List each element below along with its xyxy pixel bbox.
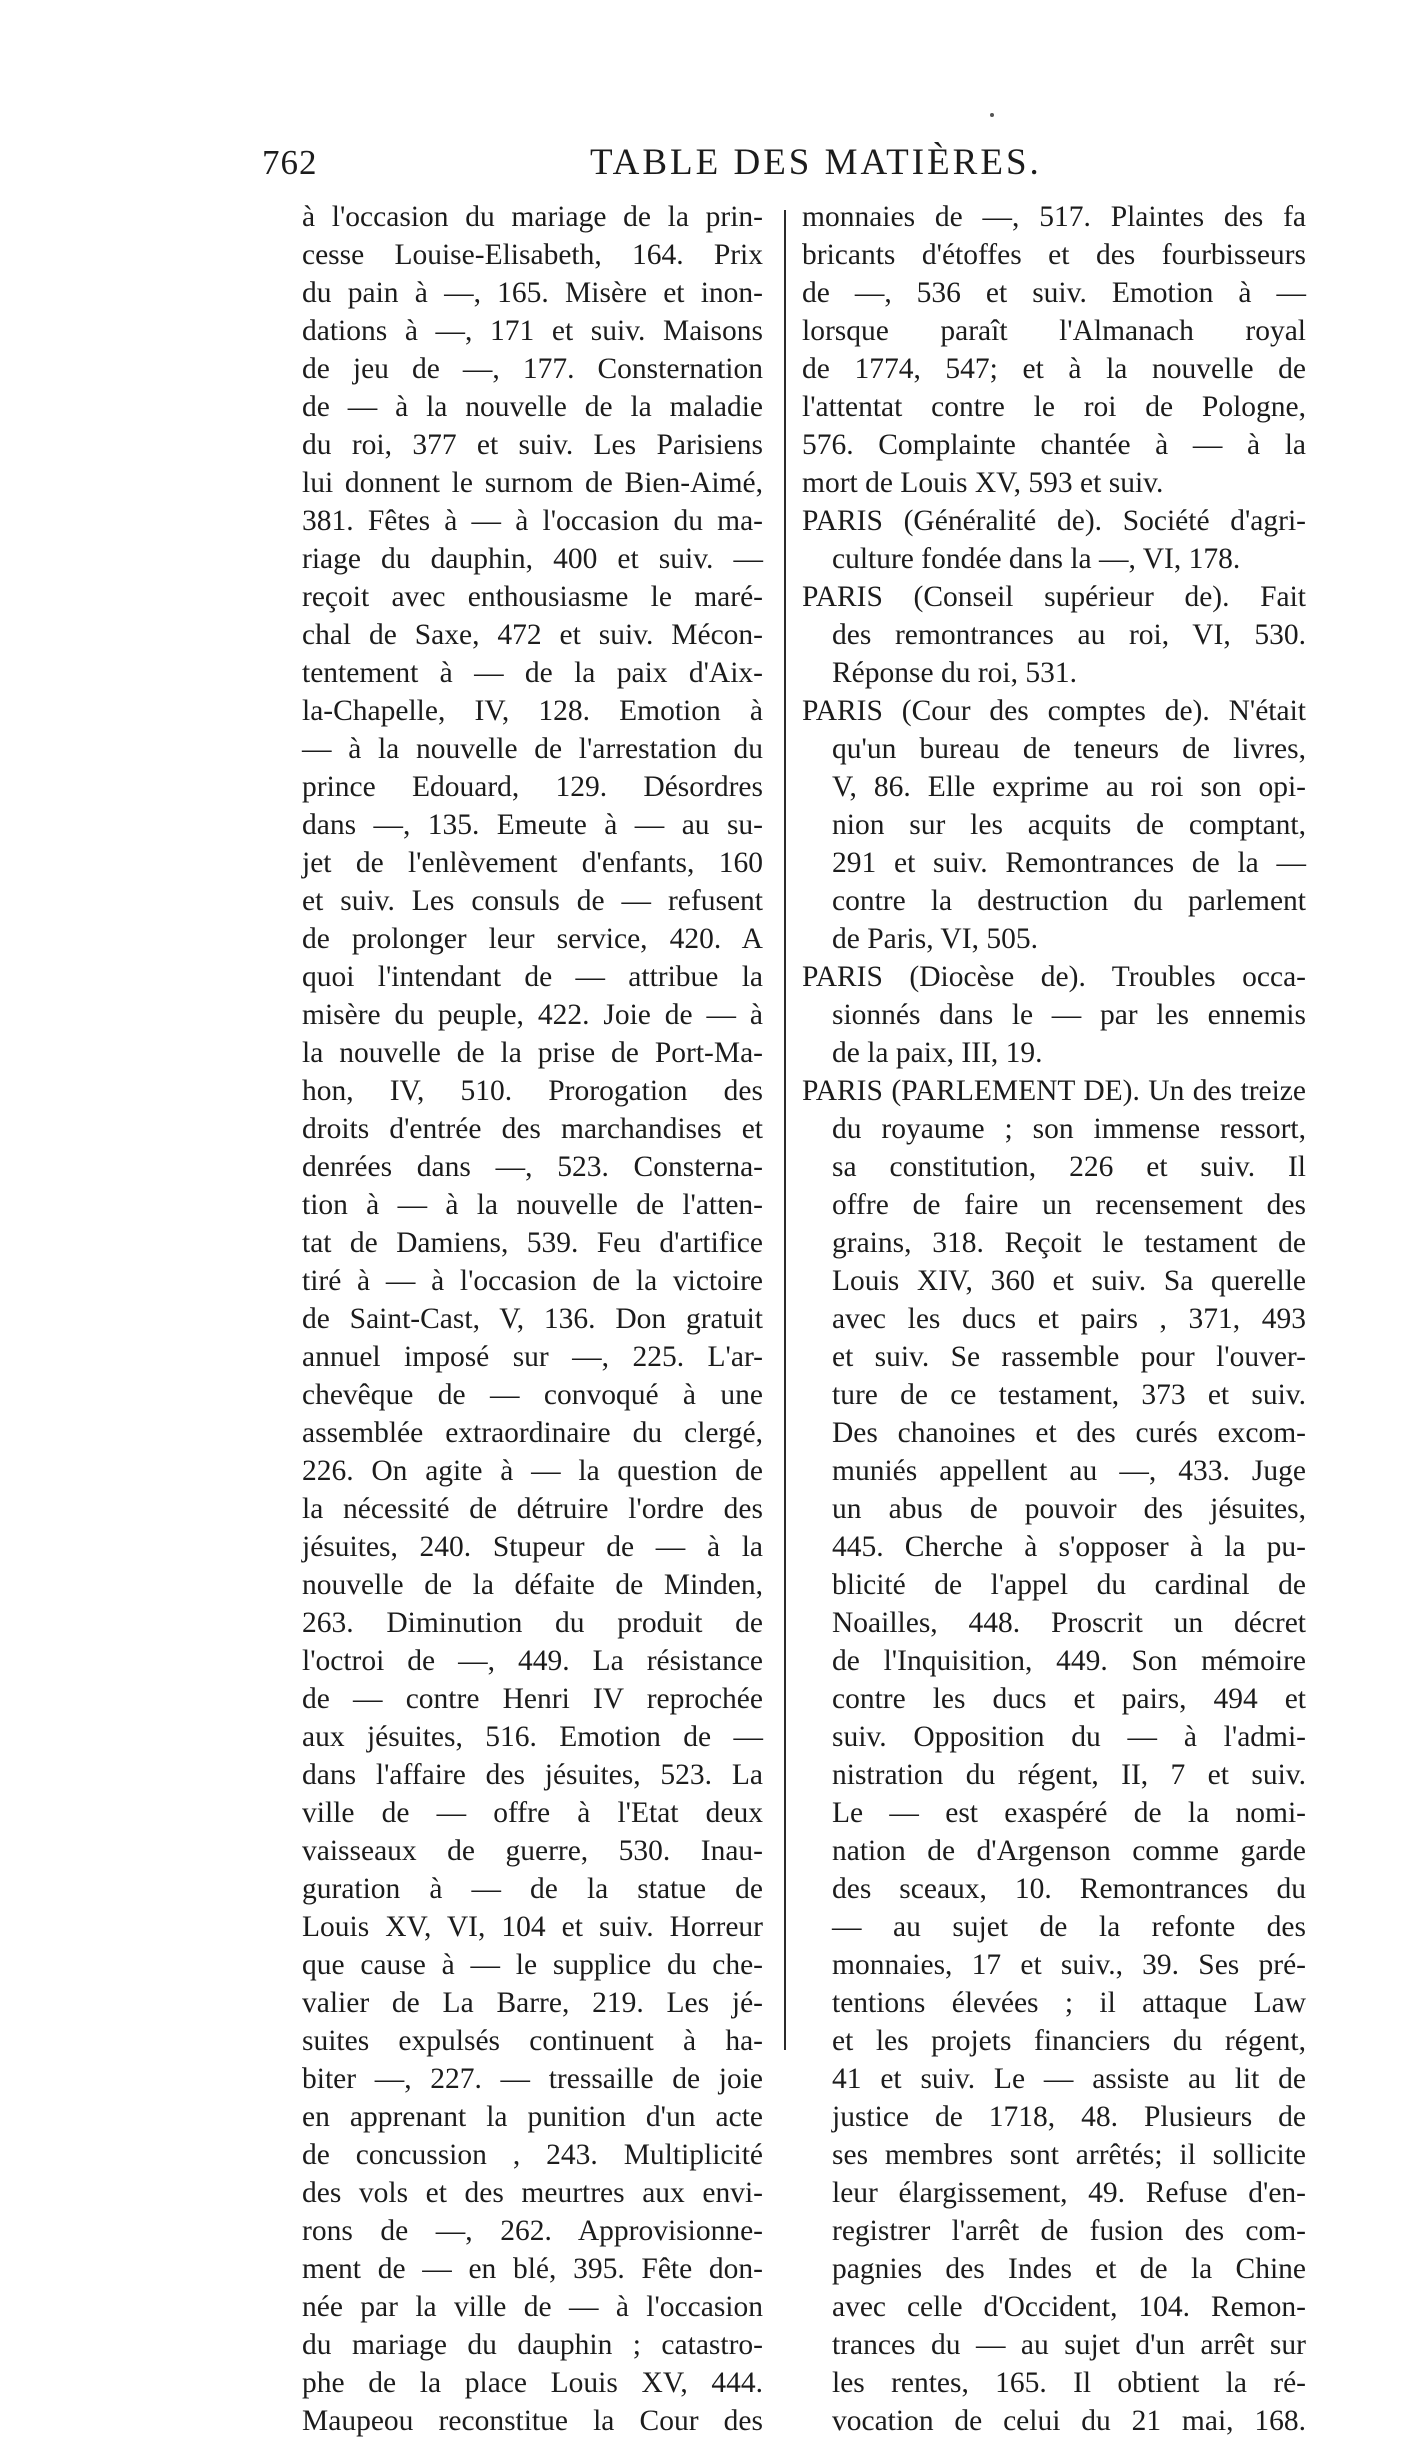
index-line: tat de Damiens, 539. Feu d'artifice bbox=[302, 1227, 763, 1259]
index-line: avec les ducs et pairs , 371, 493 bbox=[832, 1303, 1306, 1335]
index-line: — à la nouvelle de l'arrestation du bbox=[302, 733, 763, 765]
index-line: suiv. Opposition du — à l'admi- bbox=[832, 1721, 1306, 1753]
index-line: assemblée extraordinaire du clergé, bbox=[302, 1417, 763, 1449]
index-line: de Saint-Cast, V, 136. Don gratuit bbox=[302, 1303, 763, 1335]
index-line: en apprenant la punition d'un acte bbox=[302, 2101, 763, 2133]
index-line: bricants d'étoffes et des fourbisseurs bbox=[802, 239, 1306, 271]
index-line: ment de — en blé, 395. Fête don- bbox=[302, 2253, 763, 2285]
index-line: prince Edouard, 129. Désordres bbox=[302, 771, 763, 803]
index-line: ses membres sont arrêtés; il sollicite bbox=[832, 2139, 1306, 2171]
index-line: les rentes, 165. Il obtient la ré- bbox=[832, 2367, 1306, 2399]
index-line: chal de Saxe, 472 et suiv. Mécon- bbox=[302, 619, 763, 651]
index-line: la nouvelle de la prise de Port-Ma- bbox=[302, 1037, 763, 1069]
index-line: de 1774, 547; et à la nouvelle de bbox=[802, 353, 1306, 385]
index-line: — au sujet de la refonte des bbox=[832, 1911, 1306, 1943]
index-line: du royaume ; son immense ressort, bbox=[832, 1113, 1306, 1145]
index-line: sionnés dans le — par les ennemis bbox=[832, 999, 1306, 1031]
index-line: de — contre Henri IV reprochée bbox=[302, 1683, 763, 1715]
index-line: avec celle d'Occident, 104. Remon- bbox=[832, 2291, 1306, 2323]
index-line: nion sur les acquits de comptant, bbox=[832, 809, 1306, 841]
index-line: la-Chapelle, IV, 128. Emotion à bbox=[302, 695, 763, 727]
index-line: contre la destruction du parlement bbox=[832, 885, 1306, 917]
index-line: du pain à —, 165. Misère et inon- bbox=[302, 277, 763, 309]
index-line: du roi, 377 et suiv. Les Parisiens bbox=[302, 429, 763, 461]
index-line: du mariage du dauphin ; catastro- bbox=[302, 2329, 763, 2361]
index-line: et suiv. Les consuls de — refusent bbox=[302, 885, 763, 917]
index-line: ture de ce testament, 373 et suiv. bbox=[832, 1379, 1306, 1411]
index-line: un abus de pouvoir des jésuites, bbox=[832, 1493, 1306, 1525]
index-line: guration à — de la statue de bbox=[302, 1873, 763, 1905]
index-line: contre les ducs et pairs, 494 et bbox=[832, 1683, 1306, 1715]
index-line: jet de l'enlèvement d'enfants, 160 bbox=[302, 847, 763, 879]
ink-speck bbox=[990, 113, 994, 117]
index-line: des sceaux, 10. Remontrances du bbox=[832, 1873, 1306, 1905]
index-line: offre de faire un recensement des bbox=[832, 1189, 1306, 1221]
index-line: Le — est exaspéré de la nomi- bbox=[832, 1797, 1306, 1829]
index-line: riage du dauphin, 400 et suiv. — bbox=[302, 543, 763, 575]
index-line: Louis XV, VI, 104 et suiv. Horreur bbox=[302, 1911, 763, 1943]
index-line: 226. On agite à — la question de bbox=[302, 1455, 763, 1487]
index-line: et suiv. Se rassemble pour l'ouver- bbox=[832, 1341, 1306, 1373]
index-line: Réponse du roi, 531. bbox=[832, 657, 1077, 689]
index-line: tiré à — à l'occasion de la victoire bbox=[302, 1265, 763, 1297]
index-line: phe de la place Louis XV, 444. bbox=[302, 2367, 763, 2399]
column-divider bbox=[784, 210, 786, 2050]
index-line: cesse Louise-Elisabeth, 164. Prix bbox=[302, 239, 763, 271]
index-line: de concussion , 243. Multiplicité bbox=[302, 2139, 763, 2171]
index-line: Des chanoines et des curés excom- bbox=[832, 1417, 1306, 1449]
index-line: valier de La Barre, 219. Les jé- bbox=[302, 1987, 763, 2019]
running-head: TABLE DES MATIÈRES. bbox=[590, 142, 1042, 183]
index-line: vocation de celui du 21 mai, 168. bbox=[832, 2405, 1306, 2437]
page-number: 762 bbox=[262, 143, 318, 182]
index-line: 576. Complainte chantée à — à la bbox=[802, 429, 1306, 461]
index-line: monnaies, 17 et suiv., 39. Ses pré- bbox=[832, 1949, 1306, 1981]
index-line: justice de 1718, 48. Plusieurs de bbox=[832, 2101, 1306, 2133]
index-line: nistration du régent, II, 7 et suiv. bbox=[832, 1759, 1306, 1791]
index-line: née par la ville de — à l'occasion bbox=[302, 2291, 763, 2323]
index-line: nouvelle de la défaite de Minden, bbox=[302, 1569, 763, 1601]
index-line: muniés appellent au —, 433. Juge bbox=[832, 1455, 1306, 1487]
index-line: misère du peuple, 422. Joie de — à bbox=[302, 999, 763, 1031]
index-line: des remontrances au roi, VI, 530. bbox=[832, 619, 1306, 651]
index-line: hon, IV, 510. Prorogation des bbox=[302, 1075, 763, 1107]
index-line: PARIS (Diocèse de). Troubles occa- bbox=[802, 961, 1306, 993]
index-line: de l'Inquisition, 449. Son mémoire bbox=[832, 1645, 1306, 1677]
index-line: et les projets financiers du régent, bbox=[832, 2025, 1306, 2057]
index-line: grains, 318. Reçoit le testament de bbox=[832, 1227, 1306, 1259]
index-line: que cause à — le supplice du che- bbox=[302, 1949, 763, 1981]
index-line: PARIS (PARLEMENT DE). Un des treize bbox=[802, 1075, 1306, 1107]
index-line: 381. Fêtes à — à l'occasion du ma- bbox=[302, 505, 763, 537]
index-line: ville de — offre à l'Etat deux bbox=[302, 1797, 763, 1829]
index-line: monnaies de —, 517. Plaintes des fa bbox=[802, 201, 1306, 233]
index-line: culture fondée dans la —, VI, 178. bbox=[832, 543, 1241, 575]
index-line: dans —, 135. Emeute à — au su- bbox=[302, 809, 763, 841]
index-line: leur élargissement, 49. Refuse d'en- bbox=[832, 2177, 1306, 2209]
index-line: 263. Diminution du produit de bbox=[302, 1607, 763, 1639]
index-line: de —, 536 et suiv. Emotion à — bbox=[802, 277, 1306, 309]
index-line: tion à — à la nouvelle de l'atten- bbox=[302, 1189, 763, 1221]
index-line: mort de Louis XV, 593 et suiv. bbox=[802, 467, 1164, 499]
index-line: droits d'entrée des marchandises et bbox=[302, 1113, 763, 1145]
index-line: PARIS (Conseil supérieur de). Fait bbox=[802, 581, 1306, 613]
index-line: lorsque paraît l'Almanach royal bbox=[802, 315, 1306, 347]
index-line: pagnies des Indes et de la Chine bbox=[832, 2253, 1306, 2285]
index-line: 41 et suiv. Le — assiste au lit de bbox=[832, 2063, 1306, 2095]
index-line: suites expulsés continuent à ha- bbox=[302, 2025, 763, 2057]
index-line: dans l'affaire des jésuites, 523. La bbox=[302, 1759, 763, 1791]
index-line: Louis XIV, 360 et suiv. Sa querelle bbox=[832, 1265, 1306, 1297]
index-line: annuel imposé sur —, 225. L'ar- bbox=[302, 1341, 763, 1373]
index-line: rons de —, 262. Approvisionne- bbox=[302, 2215, 763, 2247]
index-line: quoi l'intendant de — attribue la bbox=[302, 961, 763, 993]
index-line: dations à —, 171 et suiv. Maisons bbox=[302, 315, 763, 347]
index-line: des vols et des meurtres aux envi- bbox=[302, 2177, 763, 2209]
index-line: la nécessité de détruire l'ordre des bbox=[302, 1493, 763, 1525]
index-line: de jeu de —, 177. Consternation bbox=[302, 353, 763, 385]
index-line: registrer l'arrêt de fusion des com- bbox=[832, 2215, 1306, 2247]
index-line: de prolonger leur service, 420. A bbox=[302, 923, 763, 955]
right-column bbox=[802, 200, 1306, 2442]
index-line: denrées dans —, 523. Consterna- bbox=[302, 1151, 763, 1183]
index-line: Maupeou reconstitue la Cour des bbox=[302, 2405, 763, 2437]
index-line: chevêque de — convoqué à une bbox=[302, 1379, 763, 1411]
index-line: PARIS (Cour des comptes de). N'était bbox=[802, 695, 1306, 727]
index-line: blicité de l'appel du cardinal de bbox=[832, 1569, 1306, 1601]
index-line: à l'occasion du mariage de la prin- bbox=[302, 201, 763, 233]
index-line: Noailles, 448. Proscrit un décret bbox=[832, 1607, 1306, 1639]
index-line: qu'un bureau de teneurs de livres, bbox=[832, 733, 1306, 765]
left-column bbox=[302, 200, 763, 2442]
index-line: de Paris, VI, 505. bbox=[832, 923, 1038, 955]
index-line: tentement à — de la paix d'Aix- bbox=[302, 657, 763, 689]
index-line: de — à la nouvelle de la maladie bbox=[302, 391, 763, 423]
index-line: l'attentat contre le roi de Pologne, bbox=[802, 391, 1306, 423]
index-line: PARIS (Généralité de). Société d'agri- bbox=[802, 505, 1306, 537]
index-line: sa constitution, 226 et suiv. Il bbox=[832, 1151, 1306, 1183]
index-line: vaisseaux de guerre, 530. Inau- bbox=[302, 1835, 763, 1867]
index-line: lui donnent le surnom de Bien-Aimé, bbox=[302, 467, 763, 499]
index-line: de la paix, III, 19. bbox=[832, 1037, 1043, 1069]
index-line: 445. Cherche à s'opposer à la pu- bbox=[832, 1531, 1306, 1563]
index-line: tentions élevées ; il attaque Law bbox=[832, 1987, 1306, 2019]
index-line: V, 86. Elle exprime au roi son opi- bbox=[832, 771, 1306, 803]
index-line: jésuites, 240. Stupeur de — à la bbox=[302, 1531, 763, 1563]
index-line: reçoit avec enthousiasme le maré- bbox=[302, 581, 763, 613]
index-line: nation de d'Argenson comme garde bbox=[832, 1835, 1306, 1867]
index-line: biter —, 227. — tressaille de joie bbox=[302, 2063, 763, 2095]
index-line: l'octroi de —, 449. La résistance bbox=[302, 1645, 763, 1677]
index-line: trances du — au sujet d'un arrêt sur bbox=[832, 2329, 1306, 2361]
index-line: 291 et suiv. Remontrances de la — bbox=[832, 847, 1306, 879]
index-line: aux jésuites, 516. Emotion de — bbox=[302, 1721, 763, 1753]
